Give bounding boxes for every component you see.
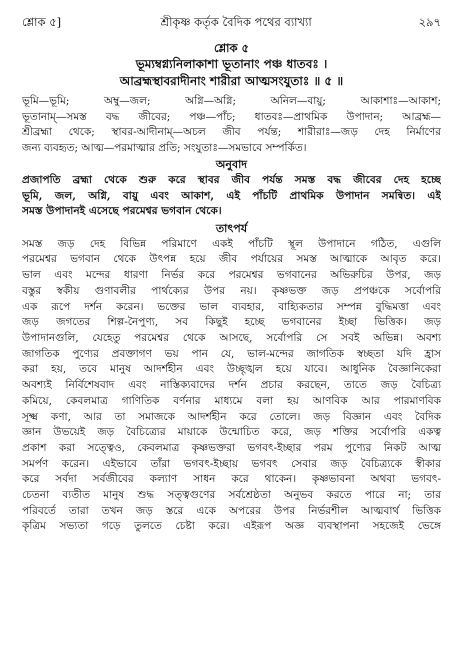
purport-line: চেতনা ব্যতীত মানুষ শুদ্ধ সত্ত্বগুণের সর্বশ্রেষ্ঠতা অনুভব করতে পারে না; তার <box>22 489 441 502</box>
purport-line: ভাল এবং মন্দের ধারণা নির্ভর করে পরমেশ্বর ভগবানের অভিরুচির উপর, জড় <box>22 269 441 282</box>
purport-line: করে সর্বদা সর্বজীবের কল্যাণ সাধন করে থাকেন। কৃষ্ণভাবনা অথবা ভগবৎ- <box>22 473 441 486</box>
purport-line: এক রূপে দর্শন করেন। ভক্তের ভাল ব্যবহার, বাহ্যিকতার সম্পন্ন বুদ্ধিমত্তা এবং <box>22 300 441 313</box>
word-synonyms <box>22 94 441 156</box>
translation-heading: অনুবাদ <box>215 158 248 171</box>
page-title: শ্রীকৃষ্ণ কর্তৃক বৈদিক পথের ব্যাখ্যা <box>160 15 312 29</box>
translation-line: সমস্ত উপাদানই এসেছে পরমেশ্বর ভগবান থেকে। <box>22 205 222 218</box>
purport-heading: তাৎপর্য <box>215 221 248 235</box>
page-number: ২৯৭ <box>418 15 441 29</box>
verse-line: ভূম্যম্বগ্ন্যনিলাকাশা ভূতানাং পঞ্চ ধাতবঃ । <box>135 57 328 71</box>
chapter-verse-ref: শ্লোক ৫] <box>22 15 62 29</box>
purport-line: অবশ্যই নির্বিশেষবাদ এবং নাস্তিক্যবাদের দর্শন প্রচার করছেন, তাতে জড় বৈচিত্র্য <box>22 379 441 392</box>
synonym-line: ভূতানাম্—সমস্ত বদ্ধ জীবের; পঞ্চ—পাঁচ; ধাতবঃ—প্রাথমিক উপাদান; আব্রহ্ম— <box>22 110 441 123</box>
purport-line: জড় জগতের শিল্প-নৈপুণ্য, সব কিছুই হচ্ছে ভগবানের ইচ্ছা ভিত্তিক। জড় <box>22 316 441 329</box>
synonym-line: জন্য ব্যবহৃত; আত্ম—পরমাত্মার প্রতি; সংযুতাঃ—সমভাবে সম্পর্কিত। <box>22 141 307 154</box>
translation-line: ভূমি, জল, অগ্নি, বায়ু এবং আকাশ, এই পাঁচটি প্রাথমিক উপাদান সমন্বিত। এই <box>22 189 441 202</box>
translation-text <box>22 173 441 220</box>
purport-line: পরিবর্তে তারা তখন জড় স্তরে একে অপরের উপর নির্ভরশীল আত্মবার্থ ভিত্তিক <box>22 504 441 517</box>
purport-line: করা হয়, তবে মানুষ আদর্শহীন এবং উচ্ছৃঙ্খল হয়ে যাবে। আধুনিক বৈজ্ঞানিকেরা <box>22 363 441 376</box>
purport-line: জ্ঞান উভয়েই জড় বৈচিত্র্যের মায়াকে উন্মোচিত করে, জড় শক্তির সর্বোপরি একত্ব <box>22 426 441 439</box>
purport-line: জাগতিক পুণ্যের প্রবক্তাগণ ভয় পান যে, ভাল-মন্দের জাগতিক স্বচ্ছতা যদি হ্রাস <box>22 347 441 360</box>
verse-number: শ্লোক ৫ <box>213 41 250 55</box>
translation-line: প্রজাপতি ব্রহ্মা থেকে শুরু করে স্থাবর জীব পর্যন্ত সমস্ত বদ্ধ জীবের দেহ হচ্ছে <box>22 174 441 186</box>
synonym-line: শ্রীব্রহ্মা থেকে; স্থাবর-আদীনাম্—অচল জীব পর্যন্ত; শারীরাঃ—জড় দেহ নির্মাণের <box>22 126 441 138</box>
sanskrit-verse <box>22 56 441 90</box>
purport-line: প্রকাশ করা সত্ত্বেও, কেবলমাত্র কৃষ্ণভক্তরা ভগবৎ-ইচ্ছার পরম পুণ্যের নিকট আত্ম <box>22 441 441 454</box>
purport-line: সমর্পণ করেন। এইভাবে তাঁরা ভগবৎ-ইচ্ছায় ভগবৎ সেবার জড় বৈচিত্র্যকে স্বীকার <box>22 457 441 470</box>
synonym-line: ভূমি—ভূমি; অম্বু—জল; অগ্নি—অগ্নি; অনিল—বায়ু; আকাশাঃ—আকাশ; <box>22 95 441 107</box>
purport-line: বস্তুর স্বকীয় গুণাবলীর পার্থক্যের উপর নয়। কৃষ্ণভক্ত জড় প্রপঞ্চকে সর্বোপরি <box>22 284 441 297</box>
purport-line: উপাদানগুলি, যেহেতু পরমেশ্বর থেকে আসছে, সর্বোপরি সে সবই অভিন্ন। অবশ্য <box>22 332 441 344</box>
purport-line: কৃত্রিম সভ্যতা গড়ে তুলতে চেষ্টা করে। এইরূপ অজ্ঞ ব্যবস্থাপনা সহজেই ভেঙ্গে <box>22 520 441 533</box>
purport-line: সমস্ত জড় দেহ বিভিন্ন পরিমাণে একই পাঁচটি স্থূল উপাদানে গঠিত, এগুলি <box>22 237 441 250</box>
running-header <box>22 14 441 30</box>
purport-text <box>22 237 441 535</box>
verse-line: আব্রহ্মস্থাবরাদীনাং শারীরা আত্মসংযুতাঃ ॥ ৫ ॥ <box>119 74 344 88</box>
purport-line: সূক্ষ্ম কণা, আর তা সমাজকে আদর্শহীন করে তোলে। জড় বিজ্ঞান এবং বৈদিক <box>22 410 441 423</box>
purport-line: কমিয়ে, কেবলমাত্র গাণিতিক বর্ণনার মাধ্যমে বলা হয় আণবিক আর পারমাণবিক <box>22 394 441 407</box>
purport-line: পরমেশ্বর ভগবান থেকে উৎপন্ন হয়ে জীব পর্যায়ের সমস্ত আত্মাকে আবৃত করে। <box>22 253 441 266</box>
